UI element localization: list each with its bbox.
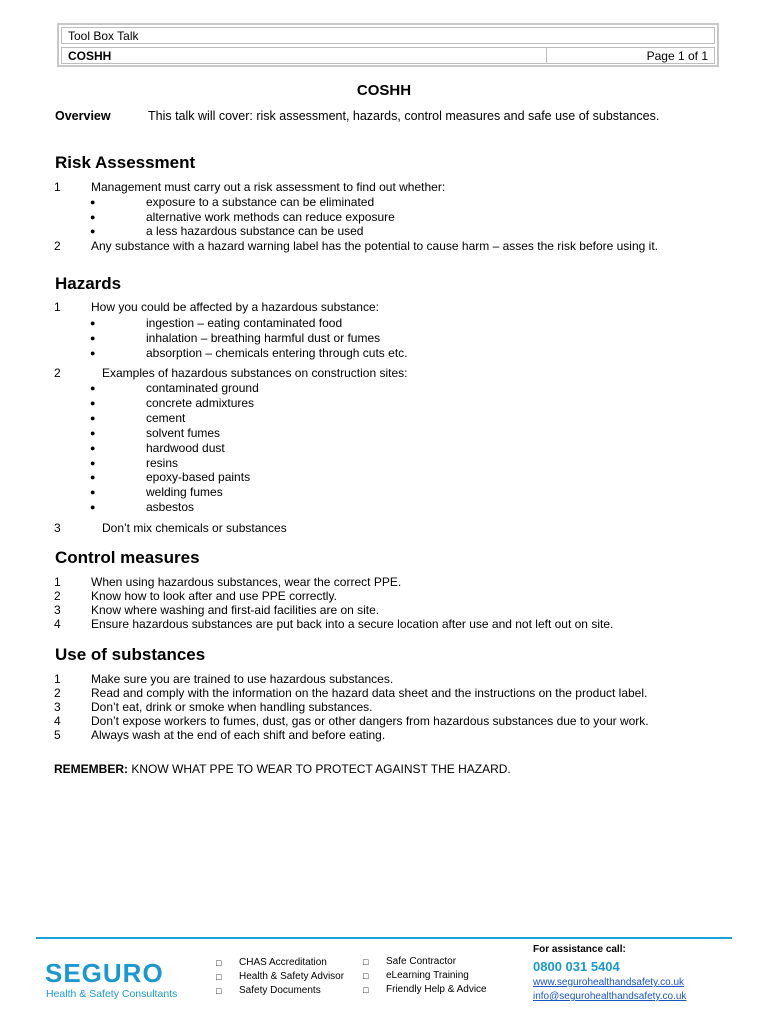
service-item: CHAS Accreditation [239, 957, 327, 968]
item-number: 5 [54, 728, 61, 742]
checkbox-icon: □ [216, 972, 222, 982]
bullet-item: solvent fumes [146, 426, 221, 440]
bullet-icon: ● [90, 383, 96, 393]
section-heading-risk: Risk Assessment [55, 153, 196, 172]
list-item: Read and comply with the information on the hazard data sheet and the instructions on the product label. [91, 686, 648, 700]
bullet-icon: ● [90, 428, 96, 438]
bullet-icon: ● [90, 487, 96, 497]
bullet-icon: ● [90, 398, 96, 408]
header-row-top [61, 27, 715, 44]
bullet-icon: ● [90, 502, 96, 512]
remember-label: REMEMBER: [54, 762, 128, 776]
service-item: Safety Documents [239, 985, 321, 996]
bullet-icon: ● [90, 348, 96, 358]
item-number: 3 [54, 603, 61, 617]
item-number: 1 [54, 575, 61, 589]
section-heading-use: Use of substances [55, 645, 206, 664]
website-link[interactable]: www.segurohealthandsafety.co.uk [533, 977, 685, 988]
document-header [57, 23, 719, 67]
section-heading-hazards: Hazards [55, 274, 122, 293]
list-item: How you could be affected by a hazardous substance: [91, 300, 379, 314]
list-item: Don’t mix chemicals or substances [102, 521, 287, 535]
service-item: Safe Contractor [386, 956, 457, 967]
email-link[interactable]: info@segurohealthandsafety.co.uk [533, 991, 687, 1002]
header-label: Tool Box Talk [68, 29, 139, 43]
bullet-icon: ● [90, 413, 96, 423]
list-item: Ensure hazardous substances are put back into a secure location after use and not left out on site. [91, 617, 614, 631]
bullet-item: welding fumes [146, 485, 223, 499]
bullet-item: cement [146, 411, 186, 425]
list-item: Any substance with a hazard warning label has the potential to cause harm – asses the risk before using it. [91, 239, 658, 253]
checkbox-icon: □ [363, 957, 369, 967]
assistance-label: For assistance call: [533, 944, 626, 955]
footer-divider [36, 937, 732, 939]
bullet-icon: ● [90, 443, 96, 453]
bullet-item: a less hazardous substance can be used [146, 224, 364, 238]
item-number: 3 [54, 700, 61, 714]
list-item: Don’t expose workers to fumes, dust, gas or other dangers from hazardous substances due to your work. [91, 714, 649, 728]
overview-text: This talk will cover: risk assessment, hazards, control measures and safe use of substances. [148, 109, 660, 123]
item-number: 1 [54, 180, 61, 194]
bullet-item: contaminated ground [146, 381, 259, 395]
checkbox-icon: □ [363, 971, 369, 981]
bullet-item: inhalation – breathing harmful dust or fumes [146, 331, 381, 345]
item-number: 2 [54, 366, 61, 380]
seguro-logo: SEGURO [45, 958, 164, 988]
item-number: 2 [54, 686, 61, 700]
section-heading-control: Control measures [55, 548, 200, 567]
list-item: Don’t eat, drink or smoke when handling substances. [91, 700, 373, 714]
service-item: Friendly Help & Advice [386, 984, 487, 995]
remember-note [54, 762, 511, 776]
header-title: COSHH [68, 49, 112, 63]
service-item: Health & Safety Advisor [239, 971, 345, 982]
service-item: eLearning Training [386, 970, 469, 981]
item-number: 4 [54, 617, 61, 631]
list-item: When using hazardous substances, wear the correct PPE. [91, 575, 402, 589]
bullet-item: resins [146, 456, 179, 470]
bullet-icon: ● [90, 458, 96, 468]
item-number: 1 [54, 672, 61, 686]
phone-number: 0800 031 5404 [533, 959, 620, 974]
logo-tagline: Health & Safety Consultants [46, 988, 178, 1000]
list-item: Make sure you are trained to use hazardous substances. [91, 672, 394, 686]
bullet-icon: ● [90, 318, 96, 328]
bullet-item: concrete admixtures [146, 396, 255, 410]
list-item: Know where washing and first-aid facilities are on site. [91, 603, 380, 617]
bullet-item: exposure to a substance can be eliminated [146, 195, 375, 209]
page-title: COSHH [356, 82, 412, 99]
header-title-cell [62, 48, 547, 63]
item-number: 2 [54, 239, 61, 253]
page-indicator: Page 1 of 1 [646, 49, 708, 63]
bullet-icon: ● [90, 472, 96, 482]
checkbox-icon: □ [363, 985, 369, 995]
bullet-item: hardwood dust [146, 441, 225, 455]
list-item: Examples of hazardous substances on construction sites: [102, 366, 408, 380]
bullet-item: alternative work methods can reduce exposure [146, 210, 395, 224]
bullet-item: absorption – chemicals entering through cuts etc. [146, 346, 408, 360]
bullet-icon: ● [90, 333, 96, 343]
item-number: 3 [54, 521, 61, 535]
bullet-item: epoxy-based paints [146, 470, 251, 484]
list-item: Always wash at the end of each shift and before eating. [91, 728, 386, 742]
bullet-icon: ● [90, 212, 96, 222]
list-item: Know how to look after and use PPE correctly. [91, 589, 337, 603]
list-item: Management must carry out a risk assessment to find out whether: [91, 180, 446, 194]
item-number: 2 [54, 589, 61, 603]
item-number: 4 [54, 714, 61, 728]
bullet-item: ingestion – eating contaminated food [146, 316, 343, 330]
bullet-icon: ● [90, 226, 96, 236]
bullet-icon: ● [90, 197, 96, 207]
header-row-bottom [61, 47, 715, 64]
overview-label: Overview [55, 109, 111, 123]
checkbox-icon: □ [216, 958, 222, 968]
item-number: 1 [54, 300, 61, 314]
bullet-item: asbestos [146, 500, 195, 514]
remember-text: KNOW WHAT PPE TO WEAR TO PROTECT AGAINST THE HAZARD. [131, 762, 511, 776]
checkbox-icon: □ [216, 986, 222, 996]
